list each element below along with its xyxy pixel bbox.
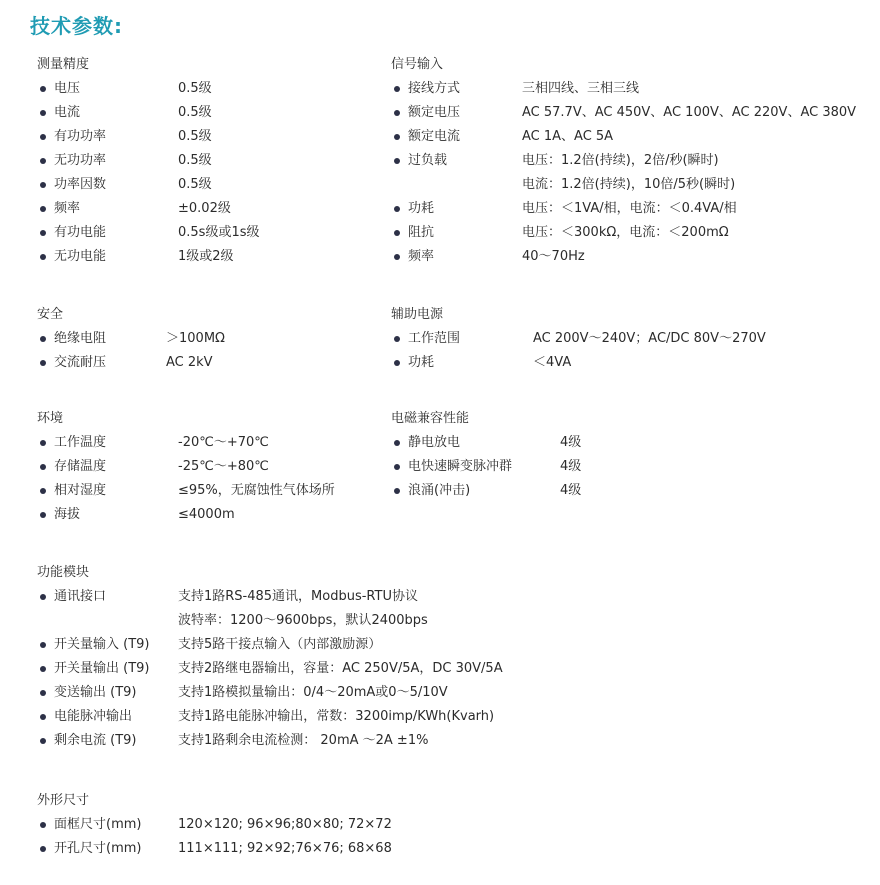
spec-row xyxy=(37,245,377,269)
section-environment xyxy=(37,407,377,527)
spec-label: 电压 xyxy=(54,81,81,96)
spec-label: 功率因数 xyxy=(54,177,107,192)
spec-value: ≤95%，无腐蚀性气体场所 xyxy=(178,483,335,498)
spec-value: 支持1路电能脉冲输出，常数：3200imp/KWh(Kvarh) xyxy=(178,709,495,724)
spec-row xyxy=(37,633,867,657)
spec-label: 有功电能 xyxy=(54,225,107,240)
bullet-icon xyxy=(394,336,400,342)
bullet-icon xyxy=(40,846,46,852)
bullet-icon xyxy=(394,360,400,366)
spec-row xyxy=(391,101,871,125)
spec-label: 存储温度 xyxy=(54,459,107,474)
bullet-icon xyxy=(40,206,46,212)
bullet-icon xyxy=(40,440,46,446)
spec-row xyxy=(37,149,377,173)
section-heading: 测量精度 xyxy=(37,57,90,72)
bullet-icon xyxy=(394,134,400,140)
bullet-icon xyxy=(40,336,46,342)
spec-row xyxy=(37,125,377,149)
section-auxiliary-power xyxy=(391,303,871,375)
spec-value: 120×120; 96×96;80×80; 72×72 xyxy=(178,817,392,832)
spec-label: 无功功率 xyxy=(54,153,107,168)
bullet-icon xyxy=(394,206,400,212)
section-heading: 安全 xyxy=(37,307,64,322)
spec-row xyxy=(37,197,377,221)
section-safety xyxy=(37,303,377,375)
section-signal-input xyxy=(391,53,871,269)
spec-label: 工作范围 xyxy=(408,331,461,346)
bullet-icon xyxy=(40,158,46,164)
spec-row xyxy=(37,681,867,705)
spec-value: 0.5级 xyxy=(178,81,212,96)
spec-row xyxy=(37,101,377,125)
spec-row xyxy=(37,173,377,197)
spec-value: 支持2路继电器输出，容量：AC 250V/5A，DC 30V/5A xyxy=(178,661,503,676)
spec-row xyxy=(37,705,867,729)
spec-row xyxy=(37,431,377,455)
spec-label: 频率 xyxy=(54,201,81,216)
spec-label: 无功电能 xyxy=(54,249,107,264)
spec-value: -25℃～+80℃ xyxy=(178,459,269,474)
spec-value: -20℃～+70℃ xyxy=(178,435,269,450)
spec-value: 三相四线、三相三线 xyxy=(522,81,640,96)
bullet-icon xyxy=(394,440,400,446)
spec-row xyxy=(37,221,377,245)
spec-label: 相对湿度 xyxy=(54,483,107,498)
bullet-icon xyxy=(394,158,400,164)
bullet-icon xyxy=(40,822,46,828)
spec-value: AC 200V～240V；AC/DC 80V～270V xyxy=(533,331,766,346)
spec-label: 额定电压 xyxy=(408,105,461,120)
spec-value: 支持1路模拟量输出：0/4～20mA或0～5/10V xyxy=(178,685,448,700)
bullet-icon xyxy=(40,690,46,696)
spec-value: 电流：1.2倍(持续)，10倍/5秒(瞬时) xyxy=(522,177,736,192)
section-heading: 辅助电源 xyxy=(391,307,444,322)
section-heading: 信号输入 xyxy=(391,57,444,72)
bullet-icon xyxy=(40,666,46,672)
spec-value: 4级 xyxy=(560,435,582,450)
spec-value: 支持5路干接点输入（内部激励源） xyxy=(178,637,382,652)
spec-row xyxy=(37,503,377,527)
spec-label: 阻抗 xyxy=(408,225,435,240)
spec-value: ＜4VA xyxy=(533,355,572,370)
spec-label: 剩余电流 (T9) xyxy=(54,733,137,748)
spec-row xyxy=(391,125,871,149)
spec-value: AC 1A、AC 5A xyxy=(522,129,614,144)
spec-row-continuation xyxy=(391,173,871,197)
bullet-icon xyxy=(394,254,400,260)
spec-label: 电能脉冲输出 xyxy=(54,709,133,724)
spec-label: 功耗 xyxy=(408,355,435,370)
spec-row xyxy=(37,455,377,479)
spec-row xyxy=(37,729,867,753)
spec-label: 浪涌(冲击) xyxy=(408,483,471,498)
bullet-icon xyxy=(40,254,46,260)
spec-label: 过负载 xyxy=(408,153,448,168)
spec-value: 4级 xyxy=(560,483,582,498)
section-heading: 外形尺寸 xyxy=(37,793,90,808)
spec-value: 电压：＜300kΩ，电流：＜200mΩ xyxy=(522,225,729,240)
spec-value: 0.5s级或1s级 xyxy=(178,225,260,240)
spec-label: 工作温度 xyxy=(54,435,107,450)
bullet-icon xyxy=(394,110,400,116)
bullet-icon xyxy=(394,464,400,470)
spec-row xyxy=(391,245,871,269)
spec-label: 开关量输入 (T9) xyxy=(54,637,150,652)
spec-value: 0.5级 xyxy=(178,177,212,192)
bullet-icon xyxy=(40,86,46,92)
spec-value: ±0.02级 xyxy=(178,201,231,216)
bullet-icon xyxy=(40,360,46,366)
spec-row xyxy=(37,77,377,101)
spec-value: ＞100MΩ xyxy=(166,331,225,346)
bullet-icon xyxy=(40,110,46,116)
spec-value: ≤4000m xyxy=(178,507,235,522)
bullet-icon xyxy=(40,512,46,518)
spec-value: 电压：＜1VA/相，电流：＜0.4VA/相 xyxy=(522,201,737,216)
bullet-icon xyxy=(40,738,46,744)
spec-value: AC 2kV xyxy=(166,355,213,370)
spec-value: 电压：1.2倍(持续)，2倍/秒(瞬时) xyxy=(522,153,719,168)
spec-value: 0.5级 xyxy=(178,105,212,120)
spec-value: 0.5级 xyxy=(178,129,212,144)
bullet-icon xyxy=(40,488,46,494)
section-heading: 电磁兼容性能 xyxy=(391,411,470,426)
spec-row xyxy=(37,657,867,681)
spec-value: 支持1路剩余电流检测： 20mA ～2A ±1% xyxy=(178,733,429,748)
spec-label: 有功功率 xyxy=(54,129,107,144)
bullet-icon xyxy=(394,86,400,92)
bullet-icon xyxy=(394,230,400,236)
spec-label: 交流耐压 xyxy=(54,355,107,370)
spec-label: 频率 xyxy=(408,249,435,264)
spec-row xyxy=(391,77,871,101)
section-function-modules xyxy=(37,561,867,753)
spec-value: 1级或2级 xyxy=(178,249,234,264)
spec-row xyxy=(391,197,871,221)
bullet-icon xyxy=(40,464,46,470)
spec-label: 接线方式 xyxy=(408,81,461,96)
bullet-icon xyxy=(40,134,46,140)
spec-row xyxy=(391,455,871,479)
spec-row xyxy=(391,351,871,375)
bullet-icon xyxy=(40,182,46,188)
spec-label: 海拔 xyxy=(54,507,81,522)
spec-row xyxy=(37,327,377,351)
section-emc-performance xyxy=(391,407,871,503)
spec-value: 111×111; 92×92;76×76; 68×68 xyxy=(178,841,392,856)
spec-label: 面框尺寸(mm) xyxy=(54,817,142,832)
spec-row xyxy=(37,351,377,375)
bullet-icon xyxy=(40,714,46,720)
spec-value: 40～70Hz xyxy=(522,249,585,264)
spec-row xyxy=(37,479,377,503)
spec-row xyxy=(391,221,871,245)
bullet-icon xyxy=(40,230,46,236)
section-heading: 功能模块 xyxy=(37,565,90,580)
spec-label: 通讯接口 xyxy=(54,589,107,604)
spec-label: 开孔尺寸(mm) xyxy=(54,841,142,856)
spec-value: AC 57.7V、AC 450V、AC 100V、AC 220V、AC 380V xyxy=(522,105,857,120)
bullet-icon xyxy=(394,488,400,494)
spec-label: 静电放电 xyxy=(408,435,461,450)
spec-row xyxy=(37,837,637,861)
spec-value: 支持1路RS-485通讯，Modbus-RTU协议 xyxy=(178,589,418,604)
bullet-icon xyxy=(40,594,46,600)
spec-value: 波特率：1200～9600bps，默认2400bps xyxy=(178,613,428,628)
spec-row xyxy=(391,149,871,173)
spec-row xyxy=(391,431,871,455)
spec-row xyxy=(37,813,637,837)
spec-label: 电快速瞬变脉冲群 xyxy=(408,459,513,474)
spec-label: 开关量输出 (T9) xyxy=(54,661,150,676)
spec-value: 0.5级 xyxy=(178,153,212,168)
spec-row xyxy=(391,327,871,351)
spec-label: 功耗 xyxy=(408,201,435,216)
spec-row-continuation xyxy=(37,609,867,633)
spec-label: 变送输出 (T9) xyxy=(54,685,137,700)
spec-row xyxy=(37,585,867,609)
spec-label: 电流 xyxy=(54,105,81,120)
bullet-icon xyxy=(40,642,46,648)
spec-row xyxy=(391,479,871,503)
spec-label: 额定电流 xyxy=(408,129,461,144)
section-heading: 环境 xyxy=(37,411,64,426)
spec-label: 绝缘电阻 xyxy=(54,331,107,346)
page-title: 技术参数: xyxy=(30,14,123,38)
section-dimensions xyxy=(37,789,637,861)
spec-value: 4级 xyxy=(560,459,582,474)
section-measurement-accuracy xyxy=(37,53,377,269)
